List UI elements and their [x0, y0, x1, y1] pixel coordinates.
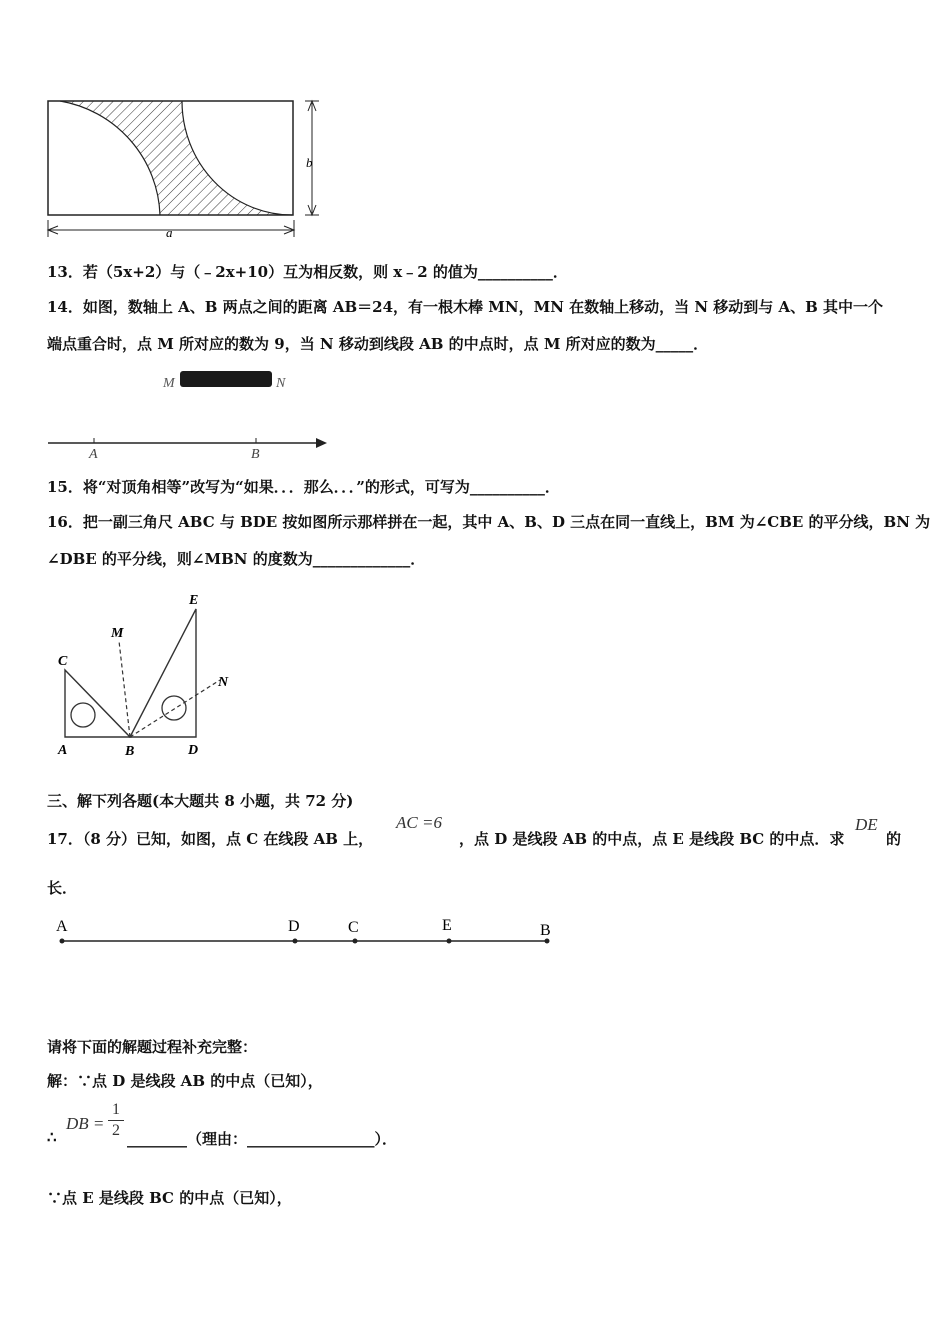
number-line-figure — [40, 365, 340, 465]
question-17-part1: 17．（8 分）已知，如图，点 C 在线段 AB 上， — [47, 830, 374, 848]
label-d: D — [188, 743, 199, 758]
question-17-line2: 长． — [47, 879, 78, 897]
point-b: B — [540, 922, 551, 939]
ray-bm — [119, 641, 130, 737]
fraction-numerator: 1 — [112, 1101, 120, 1118]
label-e: E — [189, 593, 199, 608]
question-16-line1: 16．把一副三角尺 ABC 与 BDE 按如图所示那样拼在一起，其中 A、B、D 三点在同一直线上，BM 为∠CBE 的平分线，BN 为 — [47, 513, 931, 531]
question-16-line2: ∠DBE 的平分线，则∠MBN 的度数为_____________． — [47, 550, 426, 568]
math-db: DB = — [66, 1114, 105, 1133]
triangle-rulers-figure — [50, 585, 250, 765]
label-a: a — [166, 225, 173, 240]
solution-intro: 请将下面的解题过程补充完整： — [47, 1038, 258, 1056]
label-b: b — [306, 155, 313, 170]
therefore-symbol: ∴ — [47, 1128, 57, 1146]
label-n: N — [218, 675, 229, 690]
question-17-part2: ，点 D 是线段 AB 的中点，点 E 是线段 BC 的中点．求 — [459, 830, 845, 848]
math-de: DE — [855, 815, 878, 834]
solution-step1: 解：∵点 D 是线段 AB 的中点（已知）， — [47, 1072, 323, 1090]
question-13: 13．若（5x+2）与（﹣2x+10）互为相反数，则 x﹣2 的值为__________． — [47, 263, 568, 281]
triangle-bde — [130, 609, 196, 737]
question-17-part3: 的 — [886, 830, 902, 848]
label-b: B — [125, 744, 135, 759]
solution-blank-reason: ________（理由：_________________）． — [127, 1130, 398, 1148]
rectangle-shaded-figure — [40, 95, 330, 245]
section-3-title: 三、解下列各题(本大题共 8 小题，共 72 分) — [47, 792, 354, 810]
point-e: E — [442, 917, 452, 934]
point-a: A — [56, 918, 68, 935]
ray-bn — [130, 680, 220, 737]
question-15: 15．将“对顶角相等”改写为“如果．．．那么．．．”的形式，可写为__________． — [47, 478, 560, 496]
label-n: N — [276, 376, 286, 391]
label-a: A — [89, 447, 98, 462]
label-a: A — [58, 743, 68, 758]
stick-mn — [180, 371, 272, 387]
fraction-denominator: 2 — [112, 1122, 120, 1139]
question-14-line2: 端点重合时，点 M 所对应的数为 9，当 N 移动到线段 AB 的中点时，点 M 所对应的数为_____． — [47, 335, 709, 353]
point-c: C — [348, 919, 359, 936]
point-d: D — [288, 918, 300, 935]
label-m: M — [111, 626, 124, 641]
math-ac: AC =6 — [396, 813, 442, 832]
shaded-region — [60, 101, 292, 215]
question-14-line1: 14．如图，数轴上 A、B 两点之间的距离 AB＝24，有一根木棒 MN，MN 在数轴上移动，当 N 移动到与 A、B 其中一个 — [47, 298, 884, 316]
label-b: B — [251, 447, 260, 462]
fraction-half — [108, 1101, 124, 1140]
triangle-abc — [65, 670, 130, 737]
solution-step3: ∵点 E 是线段 BC 的中点（已知）， — [47, 1189, 292, 1207]
label-m: M — [163, 376, 175, 391]
label-c: C — [58, 654, 68, 669]
segment-figure — [50, 910, 570, 955]
